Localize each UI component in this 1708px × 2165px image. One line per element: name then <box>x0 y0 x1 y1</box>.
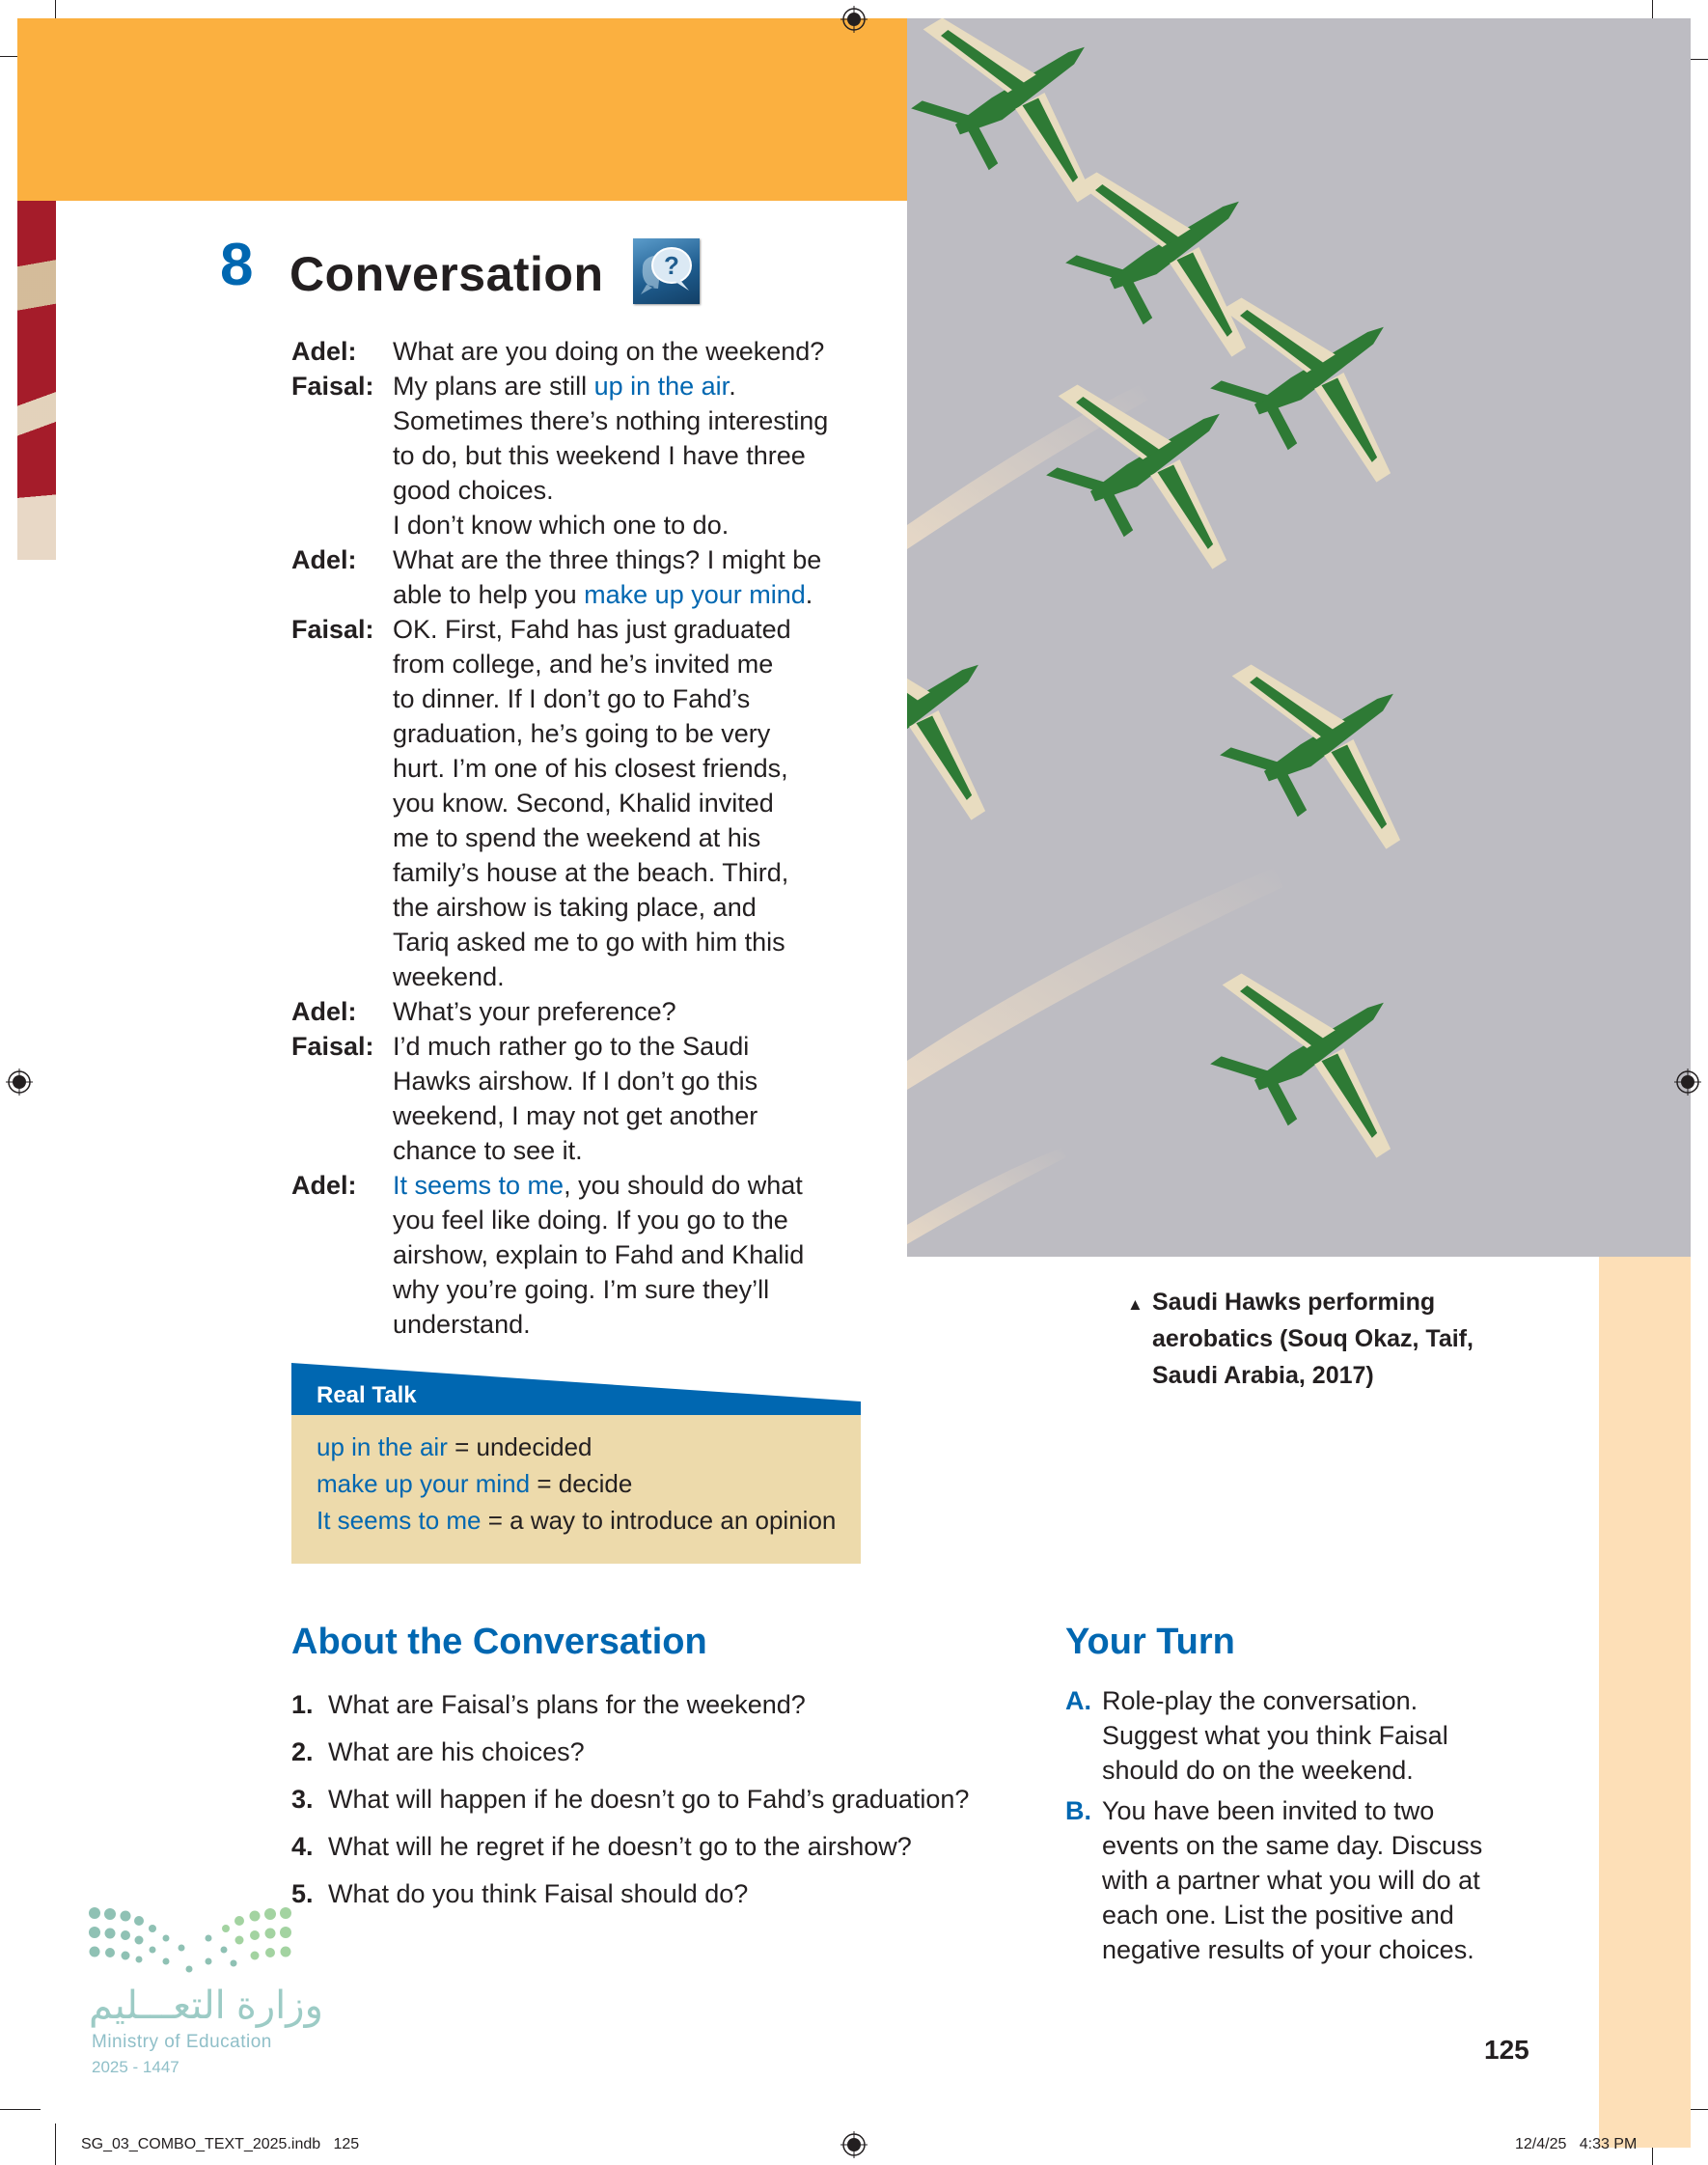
idiom-phrase: up in the air <box>317 1432 448 1461</box>
crop-mark <box>55 2123 56 2165</box>
section-title: Conversation <box>289 247 604 301</box>
idiom-meaning: = a way to introduce an opinion <box>481 1506 837 1535</box>
activity-text <box>1102 1793 1482 1967</box>
your-turn-item <box>1065 1793 1567 1967</box>
speech-line <box>393 1307 870 1342</box>
activity-line: events on the same day. Discuss <box>1102 1831 1483 1860</box>
section-number: 8 <box>220 232 254 298</box>
speech-line <box>393 716 870 751</box>
speech-line <box>393 1098 870 1133</box>
speech-line <box>393 751 870 786</box>
about-conversation-heading: About the Conversation <box>291 1622 707 1662</box>
speech-text: chance to see it. <box>393 1136 583 1165</box>
real-talk-box <box>291 1363 861 1564</box>
speech-line <box>393 438 870 473</box>
speech-lines <box>393 1029 870 1168</box>
page-number: 125 <box>1484 2035 1529 2065</box>
speech-lines <box>393 334 870 369</box>
speech-text: me to spend the weekend at his <box>393 823 761 852</box>
speech-text: . <box>805 580 813 609</box>
registration-mark-icon <box>1674 1069 1701 1096</box>
ministry-logo-arabic: وزارة التعـــليم <box>89 1985 323 2027</box>
activity-letter: A. <box>1065 1686 1091 1715</box>
speech-text: I don’t know which one to do. <box>393 511 730 540</box>
real-talk-title: Real Talk <box>317 1382 417 1408</box>
peach-margin-strip <box>1599 1257 1691 2148</box>
speech-line <box>393 855 870 890</box>
photo-caption <box>1127 1284 1532 1394</box>
speaker-label: Adel: <box>291 337 357 366</box>
speech-text: weekend. <box>393 962 505 991</box>
speech-text: why you’re going. I’m sure they’ll <box>393 1275 770 1304</box>
activity-line: should do on the weekend. <box>1102 1756 1414 1785</box>
speech-text: What are you doing on the weekend? <box>393 337 825 366</box>
speech-lines <box>393 994 870 1029</box>
crop-mark <box>0 2109 41 2110</box>
speech-text: I’d much rather go to the Saudi <box>393 1032 750 1061</box>
speech-text: airshow, explain to Fahd and Khalid <box>393 1240 805 1269</box>
dialogue-turn <box>291 1168 870 1342</box>
question-number: 3. <box>291 1785 314 1814</box>
speech-text: able to help you <box>393 580 585 609</box>
speech-text: you know. Second, Khalid invited <box>393 789 774 818</box>
real-talk-item <box>317 1429 836 1465</box>
dialogue-turn <box>291 994 870 1029</box>
speech-text: Tariq asked me to go with him this <box>393 928 785 957</box>
speech-line <box>393 1133 870 1168</box>
speaker-label: Adel: <box>291 1171 357 1200</box>
question-item <box>291 1776 969 1823</box>
speech-text: What’s your preference? <box>393 997 676 1026</box>
speech-lines <box>393 612 870 994</box>
activity-line: You have been invited to two <box>1102 1796 1435 1825</box>
dialogue-turn <box>291 1029 870 1168</box>
speech-line <box>393 994 870 1029</box>
question-item <box>291 1729 969 1776</box>
speech-line <box>393 542 870 577</box>
speech-text: understand. <box>393 1310 531 1339</box>
speech-line <box>393 403 870 438</box>
activity-line: negative results of your choices. <box>1102 1935 1474 1964</box>
speech-line <box>393 786 870 820</box>
speech-line <box>393 1168 870 1203</box>
svg-text:?: ? <box>664 251 679 280</box>
ministry-logo-dots-icon <box>89 1903 291 1985</box>
dialogue-turn <box>291 334 870 369</box>
real-talk-item <box>317 1465 836 1502</box>
activity-letter: B. <box>1065 1796 1091 1825</box>
speech-line <box>393 1064 870 1098</box>
question-text: What will happen if he doesn’t go to Fahd’s graduation? <box>328 1785 970 1814</box>
activity-line: with a partner what you will do at <box>1102 1866 1480 1895</box>
real-talk-header <box>291 1363 861 1415</box>
print-slug-date: 12/4/25 4:33 PM <box>1515 2136 1638 2152</box>
speech-lines <box>393 1168 870 1342</box>
speech-line <box>393 1272 870 1307</box>
question-number: 5. <box>291 1879 314 1908</box>
speech-line <box>393 681 870 716</box>
question-text: What are his choices? <box>328 1737 585 1766</box>
activity-text <box>1102 1683 1448 1788</box>
speech-text: Sometimes there’s nothing interesting <box>393 406 829 435</box>
speech-lines <box>393 369 870 542</box>
speech-text: to dinner. If I don’t go to Fahd’s <box>393 684 751 713</box>
speaker-label: Faisal: <box>291 615 374 644</box>
caption-line: Saudi Arabia, 2017) <box>1152 1362 1374 1389</box>
speech-line <box>393 508 870 542</box>
registration-mark-icon <box>840 2131 868 2158</box>
question-item <box>291 1681 969 1729</box>
dialogue-turn <box>291 369 870 542</box>
speech-line <box>393 577 870 612</box>
speech-text: My plans are still <box>393 372 594 401</box>
print-slug-file: SG_03_COMBO_TEXT_2025.indb 125 <box>81 2136 360 2152</box>
speech-line <box>393 820 870 855</box>
ministry-logo-year: 2025 - 1447 <box>92 2058 179 2076</box>
question-text: What are Faisal’s plans for the weekend? <box>328 1690 806 1719</box>
question-text: What do you think Faisal should do? <box>328 1879 749 1908</box>
conversation-dialogue <box>291 334 870 1342</box>
question-item <box>291 1871 969 1918</box>
speech-line <box>393 925 870 959</box>
speech-text: from college, and he’s invited me <box>393 650 774 679</box>
idiom-highlight: make up your mind <box>584 580 806 609</box>
dialogue-turn <box>291 542 870 612</box>
speech-text: weekend, I may not get another <box>393 1101 758 1130</box>
real-talk-body <box>291 1415 861 1564</box>
activity-line: Suggest what you think Faisal <box>1102 1721 1448 1750</box>
conversation-question-icon <box>633 238 700 304</box>
activity-line: each one. List the positive and <box>1102 1901 1454 1929</box>
idiom-meaning: = decide <box>530 1469 633 1498</box>
dialogue-turn <box>291 612 870 994</box>
idiom-phrase: make up your mind <box>317 1469 531 1498</box>
speech-text: family’s house at the beach. Third, <box>393 858 789 887</box>
your-turn-heading: Your Turn <box>1065 1622 1235 1662</box>
classroom-photo-strip <box>17 201 56 560</box>
speech-text: to do, but this weekend I have three <box>393 441 806 470</box>
idiom-meaning: = undecided <box>447 1432 592 1461</box>
speaker-label: Adel: <box>291 545 357 574</box>
speech-text: you feel like doing. If you go to the <box>393 1206 788 1235</box>
speech-line <box>393 1029 870 1064</box>
speaker-label: Faisal: <box>291 1032 374 1061</box>
registration-mark-icon <box>6 1069 33 1096</box>
caption-line: aerobatics (Souq Okaz, Taif, <box>1152 1325 1474 1352</box>
about-questions-list <box>291 1681 969 1918</box>
speech-lines <box>393 542 870 612</box>
question-item <box>291 1823 969 1871</box>
speech-line <box>393 959 870 994</box>
idiom-highlight: It seems to me <box>393 1171 565 1200</box>
speech-line <box>393 473 870 508</box>
real-talk-item <box>317 1502 836 1539</box>
speech-line <box>393 334 870 369</box>
speech-text: the airshow is taking place, and <box>393 893 757 922</box>
ministry-logo-english: Ministry of Education <box>92 2032 272 2052</box>
speaker-label: Faisal: <box>291 372 374 401</box>
activity-line: Role-play the conversation. <box>1102 1686 1419 1715</box>
speech-text: good choices. <box>393 476 554 505</box>
your-turn-list <box>1065 1683 1567 1967</box>
speech-line <box>393 1237 870 1272</box>
question-text: What will he regret if he doesn’t go to the airshow? <box>328 1832 912 1861</box>
speech-text: , you should do what <box>564 1171 803 1200</box>
speaker-label: Adel: <box>291 997 357 1026</box>
question-number: 4. <box>291 1832 314 1861</box>
speech-line <box>393 647 870 681</box>
idiom-phrase: It seems to me <box>317 1506 482 1535</box>
speech-text: . <box>729 372 736 401</box>
speech-line <box>393 612 870 647</box>
speech-line <box>393 890 870 925</box>
caption-triangle-icon: ▲ <box>1127 1295 1143 1314</box>
speech-text: hurt. I’m one of his closest friends, <box>393 754 788 783</box>
orange-header-band <box>17 18 907 201</box>
speech-line <box>393 369 870 403</box>
question-number: 1. <box>291 1690 314 1719</box>
saudi-hawks-photo <box>907 18 1691 1257</box>
speech-text: graduation, he’s going to be very <box>393 719 771 748</box>
speech-line <box>393 1203 870 1237</box>
caption-line: Saudi Hawks performing <box>1152 1289 1436 1316</box>
your-turn-item <box>1065 1683 1567 1788</box>
speech-text: Hawks airshow. If I don’t go this <box>393 1067 758 1096</box>
speech-text: OK. First, Fahd has just graduated <box>393 615 791 644</box>
registration-mark-icon <box>840 6 868 33</box>
speech-text: What are the three things? I might be <box>393 545 822 574</box>
idiom-highlight: up in the air <box>593 372 730 401</box>
question-number: 2. <box>291 1737 314 1766</box>
